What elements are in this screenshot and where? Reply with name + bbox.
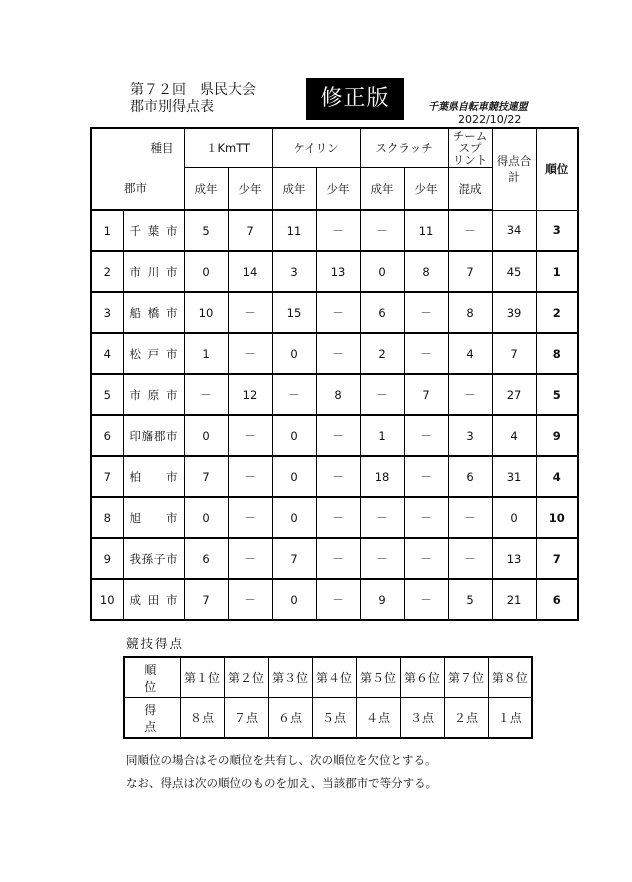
city-name: 成田市 xyxy=(123,579,184,620)
score-cell: 18 xyxy=(360,456,404,497)
score-cell: 7 xyxy=(272,538,316,579)
total-cell: 31 xyxy=(492,456,536,497)
row-number: 6 xyxy=(91,415,123,456)
event-team-sprint-header xyxy=(448,128,492,168)
points-rank-row xyxy=(124,657,532,698)
rank-cell: 4 xyxy=(536,456,578,497)
points-value-row xyxy=(124,698,532,739)
score-cell: － xyxy=(448,497,492,538)
total-cell: 45 xyxy=(492,251,536,292)
rank-cell: 7 xyxy=(536,538,578,579)
event-scratch-header: スクラッチ xyxy=(360,128,448,168)
points-rank-cell: 第２位 xyxy=(224,657,268,698)
rank-cell: 10 xyxy=(536,497,578,538)
score-cell: 6 xyxy=(360,292,404,333)
total-cell: 4 xyxy=(492,415,536,456)
points-value-cell: ２点 xyxy=(444,698,488,739)
city-name: 市原市 xyxy=(123,374,184,415)
score-cell: 0 xyxy=(272,333,316,374)
page-subtitle: 郡市別得点表 xyxy=(130,99,214,115)
table-row xyxy=(91,251,578,292)
score-cell: 5 xyxy=(448,579,492,620)
score-cell: － xyxy=(404,497,448,538)
score-cell: － xyxy=(316,292,360,333)
score-cell: 10 xyxy=(184,292,228,333)
points-rank-cell: 第５位 xyxy=(356,657,400,698)
score-cell: － xyxy=(316,497,360,538)
score-cell: 7 xyxy=(448,251,492,292)
table-row xyxy=(91,415,578,456)
score-cell: － xyxy=(448,374,492,415)
rank-header: 順位 xyxy=(536,128,578,210)
score-cell: － xyxy=(228,538,272,579)
corner-event-label: 種目 xyxy=(91,128,184,168)
score-cell: － xyxy=(228,497,272,538)
corner-city-label: 郡市 xyxy=(91,168,184,211)
event-1kmtt-header: １KmTT xyxy=(184,128,272,168)
score-cell: － xyxy=(404,415,448,456)
city-name: 船橋市 xyxy=(123,292,184,333)
points-value-cell: ７点 xyxy=(224,698,268,739)
table-row xyxy=(91,292,578,333)
city-name: 松戸市 xyxy=(123,333,184,374)
score-cell: 5 xyxy=(184,210,228,251)
score-cell: － xyxy=(228,292,272,333)
points-rank-cell: 第１位 xyxy=(180,657,224,698)
points-value-cell: ４点 xyxy=(356,698,400,739)
score-cell: － xyxy=(316,415,360,456)
score-cell: － xyxy=(184,374,228,415)
total-cell: 27 xyxy=(492,374,536,415)
document-date: 2022/10/22 xyxy=(458,113,522,126)
revised-badge: 修正版 xyxy=(306,78,404,120)
score-cell: 1 xyxy=(184,333,228,374)
score-cell: 6 xyxy=(448,456,492,497)
score-cell: 15 xyxy=(272,292,316,333)
table-row xyxy=(91,374,578,415)
points-value-cell: ５点 xyxy=(312,698,356,739)
score-cell: 7 xyxy=(404,374,448,415)
row-number: 8 xyxy=(91,497,123,538)
score-cell: 11 xyxy=(272,210,316,251)
score-cell: － xyxy=(448,210,492,251)
total-header: 得点合計 xyxy=(492,128,536,210)
score-cell: 8 xyxy=(316,374,360,415)
note-tie-rule: 同順位の場合はその順位を共有し、次の順位を欠位とする。 xyxy=(126,753,437,767)
points-value-label: 得点 xyxy=(124,698,180,739)
score-cell: 0 xyxy=(272,497,316,538)
score-cell: 6 xyxy=(184,538,228,579)
points-rank-cell: 第４位 xyxy=(312,657,356,698)
sub-header-youth: 少年 xyxy=(316,168,360,211)
score-cell: － xyxy=(316,579,360,620)
team-sprint-line1: チームスプ xyxy=(452,129,488,155)
rank-cell: 1 xyxy=(536,251,578,292)
score-cell: － xyxy=(360,210,404,251)
sub-header-adult: 成年 xyxy=(360,168,404,211)
score-cell: － xyxy=(404,538,448,579)
score-cell: 14 xyxy=(228,251,272,292)
score-cell: 7 xyxy=(184,456,228,497)
score-cell: － xyxy=(404,456,448,497)
score-cell: － xyxy=(272,374,316,415)
score-cell: 3 xyxy=(448,415,492,456)
score-cell: 1 xyxy=(360,415,404,456)
points-section-label: 競技得点 xyxy=(126,636,185,651)
rank-cell: 6 xyxy=(536,579,578,620)
row-number: 2 xyxy=(91,251,123,292)
score-cell: － xyxy=(228,333,272,374)
score-cell: － xyxy=(404,333,448,374)
row-number: 5 xyxy=(91,374,123,415)
score-cell: － xyxy=(228,415,272,456)
score-cell: 0 xyxy=(272,415,316,456)
city-name: 我孫子市 xyxy=(123,538,184,579)
points-value-cell: ６点 xyxy=(268,698,312,739)
score-cell: 11 xyxy=(404,210,448,251)
points-rank-cell: 第６位 xyxy=(400,657,444,698)
points-value-cell: １点 xyxy=(488,698,532,739)
score-cell: 3 xyxy=(272,251,316,292)
city-name: 市川市 xyxy=(123,251,184,292)
note-point-split-rule: なお、得点は次の順位のものを加え、当該郡市で等分する。 xyxy=(126,776,438,790)
score-cell: 13 xyxy=(316,251,360,292)
score-cell: 8 xyxy=(404,251,448,292)
points-rank-label: 順位 xyxy=(124,657,180,698)
score-cell: － xyxy=(404,292,448,333)
row-number: 3 xyxy=(91,292,123,333)
event-keirin-header: ケイリン xyxy=(272,128,360,168)
points-value-cell: ８点 xyxy=(180,698,224,739)
row-number: 7 xyxy=(91,456,123,497)
row-number: 4 xyxy=(91,333,123,374)
team-sprint-line2: リント xyxy=(452,153,488,167)
rank-cell: 8 xyxy=(536,333,578,374)
total-cell: 13 xyxy=(492,538,536,579)
score-cell: － xyxy=(448,538,492,579)
sub-header-youth: 少年 xyxy=(228,168,272,211)
score-cell: － xyxy=(316,333,360,374)
city-name: 千葉市 xyxy=(123,210,184,251)
points-rank-cell: 第７位 xyxy=(444,657,488,698)
sub-header-mixed: 混成 xyxy=(448,168,492,211)
score-cell: 12 xyxy=(228,374,272,415)
score-cell: － xyxy=(228,456,272,497)
total-cell: 39 xyxy=(492,292,536,333)
score-cell: 0 xyxy=(184,251,228,292)
table-row xyxy=(91,538,578,579)
total-cell: 21 xyxy=(492,579,536,620)
total-cell: 34 xyxy=(492,210,536,251)
score-cell: － xyxy=(404,579,448,620)
rank-cell: 2 xyxy=(536,292,578,333)
score-cell: 4 xyxy=(448,333,492,374)
rank-cell: 3 xyxy=(536,210,578,251)
score-cell: 0 xyxy=(272,579,316,620)
score-cell: － xyxy=(316,456,360,497)
city-name: 柏 市 xyxy=(123,456,184,497)
score-cell: 9 xyxy=(360,579,404,620)
score-cell: 0 xyxy=(184,497,228,538)
score-cell: － xyxy=(360,497,404,538)
table-row xyxy=(91,333,578,374)
header-row-events xyxy=(91,128,578,168)
score-cell: － xyxy=(228,579,272,620)
score-cell: － xyxy=(316,538,360,579)
points-table xyxy=(123,656,533,739)
points-rank-cell: 第８位 xyxy=(488,657,532,698)
table-row xyxy=(91,497,578,538)
sub-header-adult: 成年 xyxy=(184,168,228,211)
total-cell: 0 xyxy=(492,497,536,538)
score-cell: 7 xyxy=(228,210,272,251)
score-cell: 8 xyxy=(448,292,492,333)
row-number: 9 xyxy=(91,538,123,579)
score-cell: 7 xyxy=(184,579,228,620)
rank-cell: 9 xyxy=(536,415,578,456)
city-name: 旭 市 xyxy=(123,497,184,538)
score-cell: － xyxy=(360,374,404,415)
page-title: 第７２回 県民大会 xyxy=(130,82,256,98)
score-table xyxy=(90,127,579,621)
sub-header-youth: 少年 xyxy=(404,168,448,211)
score-cell: 0 xyxy=(360,251,404,292)
city-name: 印旛郡市 xyxy=(123,415,184,456)
points-value-cell: ３点 xyxy=(400,698,444,739)
score-cell: 0 xyxy=(184,415,228,456)
row-number: 1 xyxy=(91,210,123,251)
score-cell: 2 xyxy=(360,333,404,374)
total-cell: 7 xyxy=(492,333,536,374)
score-cell: － xyxy=(360,538,404,579)
table-row xyxy=(91,210,578,251)
table-row xyxy=(91,456,578,497)
score-cell: 0 xyxy=(272,456,316,497)
points-rank-cell: 第３位 xyxy=(268,657,312,698)
score-table-body xyxy=(91,210,578,620)
table-row xyxy=(91,579,578,620)
sub-header-adult: 成年 xyxy=(272,168,316,211)
organization-name: 千葉県自転車競技連盟 xyxy=(428,101,528,113)
score-cell: － xyxy=(316,210,360,251)
row-number: 10 xyxy=(91,579,123,620)
rank-cell: 5 xyxy=(536,374,578,415)
